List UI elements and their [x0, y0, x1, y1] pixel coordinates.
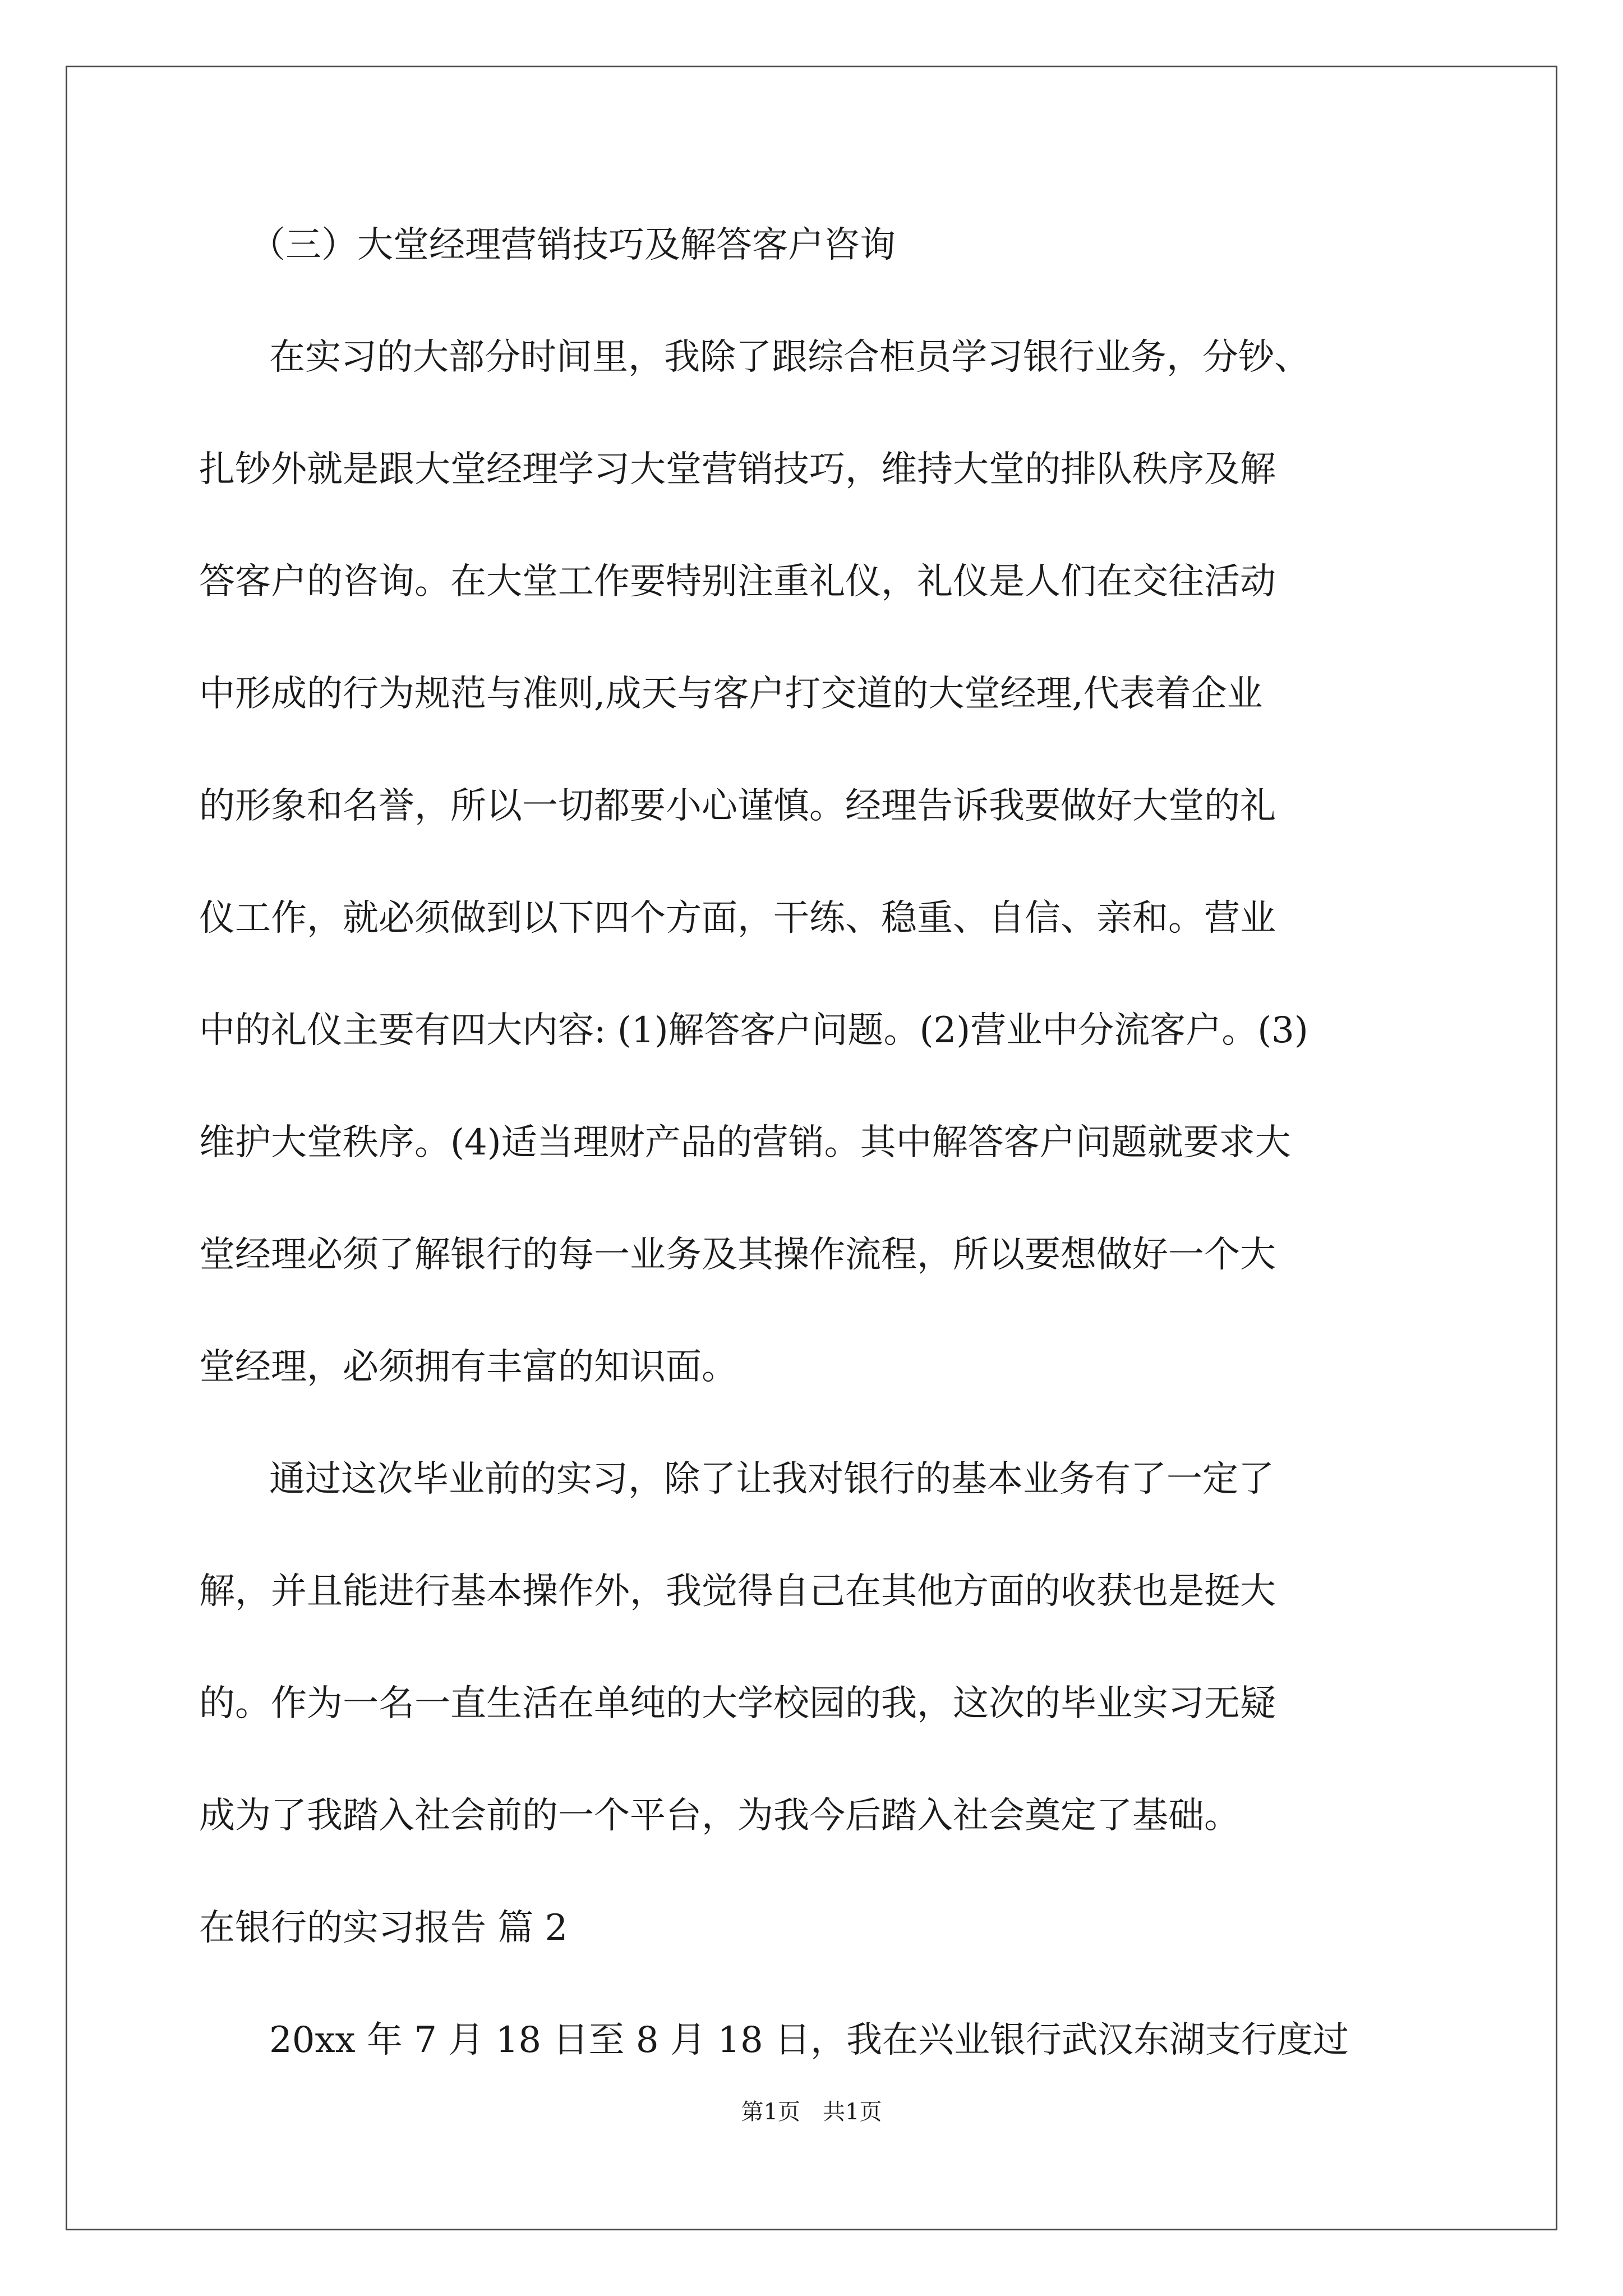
article-title: 在银行的实习报告 篇 2	[199, 1907, 568, 1949]
paragraph-line: 解，并且能进行基本操作外，我觉得自己在其他方面的收获也是挺大	[199, 1571, 1276, 1612]
paragraph-line: 堂经理必须了解银行的每一业务及其操作流程，所以要想做好一个大	[199, 1234, 1276, 1276]
page-footer: 第1页 共1页	[741, 2099, 882, 2125]
section-heading: （三）大堂经理营销技巧及解答客户咨询	[250, 224, 896, 266]
paragraph-line: 的。作为一名一直生活在单纯的大学校园的我，这次的毕业实习无疑	[199, 1683, 1276, 1724]
paragraph-line: 仪工作，就必须做到以下四个方面，干练、稳重、自信、亲和。营业	[199, 898, 1276, 939]
paragraph-line: 中的礼仪主要有四大内容: (1)解答客户问题。(2)营业中分流客户。(3)	[199, 1010, 1308, 1051]
paragraph-line: 成为了我踏入社会前的一个平台，为我今后踏入社会奠定了基础。	[199, 1795, 1240, 1837]
paragraph-line: 20xx 年 7 月 18 日至 8 月 18 日，我在兴业银行武汉东湖支行度过	[269, 2019, 1349, 2061]
paragraph-line: 答客户的咨询。在大堂工作要特别注重礼仪，礼仪是人们在交往活动	[199, 561, 1276, 602]
paragraph-line: 的形象和名誉，所以一切都要小心谨慎。经理告诉我要做好大堂的礼	[199, 785, 1276, 827]
paragraph-line: 中形成的行为规范与准则,成天与客户打交道的大堂经理,代表着企业	[199, 673, 1263, 715]
paragraph-line: 扎钞外就是跟大堂经理学习大堂营销技巧，维持大堂的排队秩序及解	[199, 449, 1276, 490]
paragraph-line: 维护大堂秩序。(4)适当理财产品的营销。其中解答客户问题就要求大	[199, 1122, 1291, 1163]
paragraph-line: 通过这次毕业前的实习，除了让我对银行的基本业务有了一定了	[269, 1458, 1274, 1500]
paragraph-line: 在实习的大部分时间里，我除了跟综合柜员学习银行业务，分钞、	[269, 337, 1310, 378]
paragraph-line: 堂经理，必须拥有丰富的知识面。	[199, 1346, 737, 1388]
